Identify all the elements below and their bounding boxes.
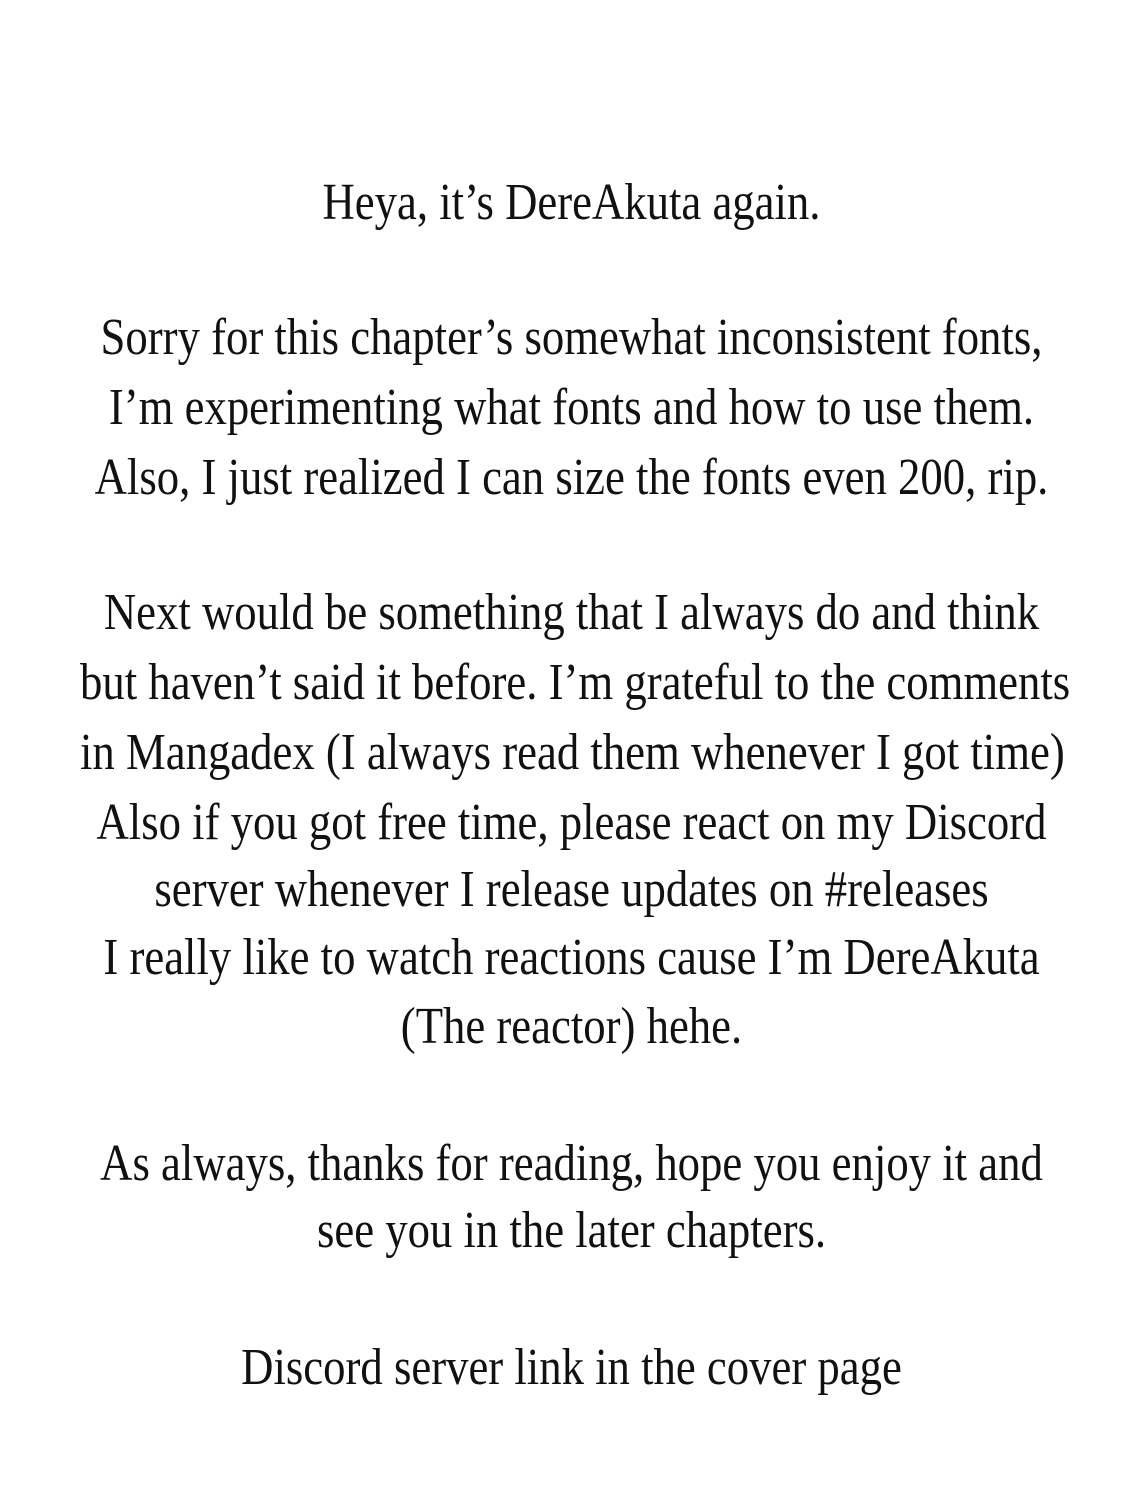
thanks-line-4: Also if you got free time, please react on my Discord — [96, 794, 1047, 851]
fonts-apology-line-2: I’m experimenting what fonts and how to use them. — [108, 379, 1035, 436]
discord-link-note: Discord server link in the cover page — [241, 1339, 902, 1396]
fonts-apology-line-3: Also, I just realized I can size the fonts even 200, rip. — [94, 449, 1049, 506]
greeting-line: Heya, it’s DereAkuta again. — [322, 174, 821, 231]
thanks-line-3: in Mangadex (I always read them whenever I got time) — [80, 724, 1065, 781]
fonts-apology-line-1: Sorry for this chapter’s somewhat inconsistent fonts, — [100, 309, 1043, 366]
thanks-line-2: but haven’t said it before. I’m grateful to the comments — [80, 654, 1071, 711]
closing-line-1: As always, thanks for reading, hope you enjoy it and — [100, 1135, 1043, 1192]
thanks-line-5: server whenever I release updates on #releases — [154, 861, 989, 918]
closing-line-2: see you in the later chapters. — [316, 1202, 827, 1259]
thanks-line-1: Next would be something that I always do and think — [103, 584, 1040, 641]
thanks-line-6: I really like to watch reactions cause I’m DereAkuta — [103, 929, 1040, 986]
thanks-line-7: (The reactor) hehe. — [400, 998, 743, 1055]
